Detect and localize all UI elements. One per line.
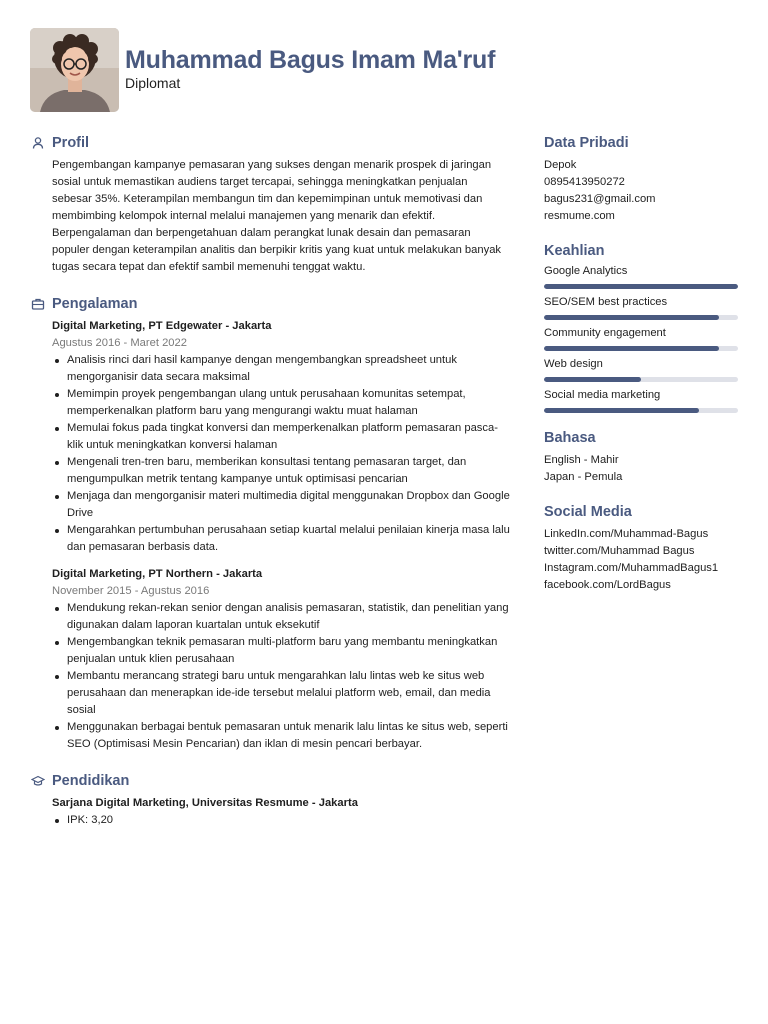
resume-header [30, 28, 495, 112]
skill-bar [544, 315, 738, 320]
education-heading [30, 770, 510, 792]
job-item [52, 318, 510, 556]
skill-name: SEO/SEM best practices [544, 296, 668, 308]
job-date: Agustus 2016 - Maret 2022 [52, 337, 187, 349]
social-title: Social Media [544, 504, 632, 520]
job-date: November 2015 - Agustus 2016 [52, 585, 210, 597]
skills-section [544, 240, 740, 415]
skill-bar [544, 346, 738, 351]
skill-fill [544, 377, 641, 382]
list-item: Membantu merancang strategi baru untuk mengarahkan lalu lintas web ke situs web perusahaan dan menerapkan ide-ide tersebut melalui platform web, email, dan media sosial [52, 668, 510, 719]
skill-fill [544, 315, 719, 320]
name-block [125, 45, 495, 91]
job-bullets [52, 352, 510, 556]
profile-section [30, 132, 510, 276]
skill-item [544, 357, 740, 384]
social-section [544, 501, 740, 594]
profile-text: Pengembangan kampanye pemasaran yang sukses dengan menarik prospek di jaringan sosial untuk memastikan audiens target tercapai, sehingga meningkatkan penjualan sebesar 35%. Keterampilan membangun tim dan kepemimpinan untuk memotivasi dan membimbing kelompok internal melalui manajemen yang menarik dan efektif. Berpengalaman dan berpengetahuan dalam perangkat lunak desain dan pemasaran populer dengan keterampilan analitis dan berpikir kritis yang kuat untuk melakukan banyak tugas secara tepat dan efektif sambil memenuhi tenggat waktu. [52, 159, 502, 273]
skill-item [544, 295, 740, 322]
skill-bar [544, 408, 738, 413]
social-instagram[interactable]: Instagram.com/MuhammadBagus1 [544, 562, 719, 574]
education-item [52, 795, 510, 829]
skill-fill [544, 284, 738, 289]
personal-city: Depok [544, 159, 577, 171]
list-item: Mengembangkan teknik pemasaran multi-platform baru yang membantu meningkatkan penjualan untuk klien perusahaan [52, 634, 510, 668]
job-title: Digital Marketing, PT Edgewater - Jakarta [52, 320, 272, 332]
job-item [52, 566, 510, 753]
list-item: Menjaga dan mengorganisir materi multimedia digital menggunakan Dropbox dan Google Drive [52, 488, 510, 522]
skill-bar [544, 284, 738, 289]
education-title-line: Sarjana Digital Marketing, Universitas Resmume - Jakarta [52, 797, 358, 809]
languages-section [544, 427, 740, 486]
list-item: Mendukung rekan-rekan senior dengan analisis pemasaran, statistik, dan penelitian yang digunakan dalam laporan kuartalan untuk eksekutif [52, 600, 510, 634]
skill-item [544, 388, 740, 415]
skill-name: Community engagement [544, 327, 666, 339]
experience-heading [30, 293, 510, 315]
main-column [30, 132, 510, 829]
list-item: Menggunakan berbagai bentuk pemasaran untuk menarik lalu lintas ke situs web, seperti SEO (Optimisasi Mesin Pencarian) dan iklan di mesin pencari berbayar. [52, 719, 510, 753]
skills-title: Keahlian [544, 243, 605, 259]
social-linkedin[interactable]: LinkedIn.com/Muhammad-Bagus [544, 528, 709, 540]
languages-title: Bahasa [544, 430, 596, 446]
social-twitter[interactable]: twitter.com/Muhammad Bagus [544, 545, 695, 557]
education-section [30, 770, 510, 829]
experience-title: Pengalaman [52, 296, 138, 312]
skills-list [544, 264, 740, 415]
personal-title: Data Pribadi [544, 135, 629, 151]
side-column [544, 132, 740, 594]
personal-section [544, 132, 740, 225]
skill-fill [544, 346, 719, 351]
language-item: English - Mahir [544, 454, 619, 466]
list-item: Analisis rinci dari hasil kampanye dengan mengembangkan spreadsheet untuk mengorganisir data secara maksimal [52, 352, 510, 386]
briefcase-icon [30, 296, 46, 312]
profile-photo [30, 28, 119, 112]
social-facebook[interactable]: facebook.com/LordBagus [544, 579, 671, 591]
job-bullets [52, 600, 510, 753]
job-title: Digital Marketing, PT Northern - Jakarta [52, 568, 263, 580]
candidate-name: Muhammad Bagus Imam Ma'ruf [125, 46, 496, 74]
personal-email[interactable]: bagus231@gmail.com [544, 193, 656, 205]
skill-name: Google Analytics [544, 265, 628, 277]
skill-name: Social media marketing [544, 389, 661, 401]
list-item: Memulai fokus pada tingkat konversi dan memperkenalkan platform pemasaran pasca-klik untuk meningkatkan konversi halaman [52, 420, 510, 454]
list-item: Mengarahkan pertumbuhan perusahaan setiap kuartal melalui penilaian kinerja masa lalu dan pemasaran berbasis data. [52, 522, 510, 556]
personal-phone: 0895413950272 [544, 176, 625, 188]
personal-website[interactable]: resmume.com [544, 210, 615, 222]
skill-name: Web design [544, 358, 603, 370]
experience-section [30, 293, 510, 753]
education-title: Pendidikan [52, 773, 130, 789]
candidate-title: Diplomat [125, 75, 181, 91]
skill-item [544, 326, 740, 353]
list-item: IPK: 3,20 [52, 812, 510, 829]
profile-title: Profil [52, 135, 90, 151]
user-icon [30, 135, 46, 151]
skill-fill [544, 408, 699, 413]
skill-bar [544, 377, 738, 382]
education-bullets [52, 812, 510, 829]
graduation-cap-icon [30, 773, 46, 789]
list-item: Memimpin proyek pengembangan ulang untuk perusahaan komunitas setempat, memperkenalkan platform baru yang mengurangi waktu muat halaman [52, 386, 510, 420]
profile-heading [30, 132, 510, 154]
list-item: Mengenali tren-tren baru, memberikan konsultasi tentang pemasaran target, dan mengumpulkan metrik tentang kampanye untuk optimisasi pencarian [52, 454, 510, 488]
profile-photo-image [30, 28, 119, 112]
skill-item [544, 264, 740, 291]
language-item: Japan - Pemula [544, 471, 623, 483]
